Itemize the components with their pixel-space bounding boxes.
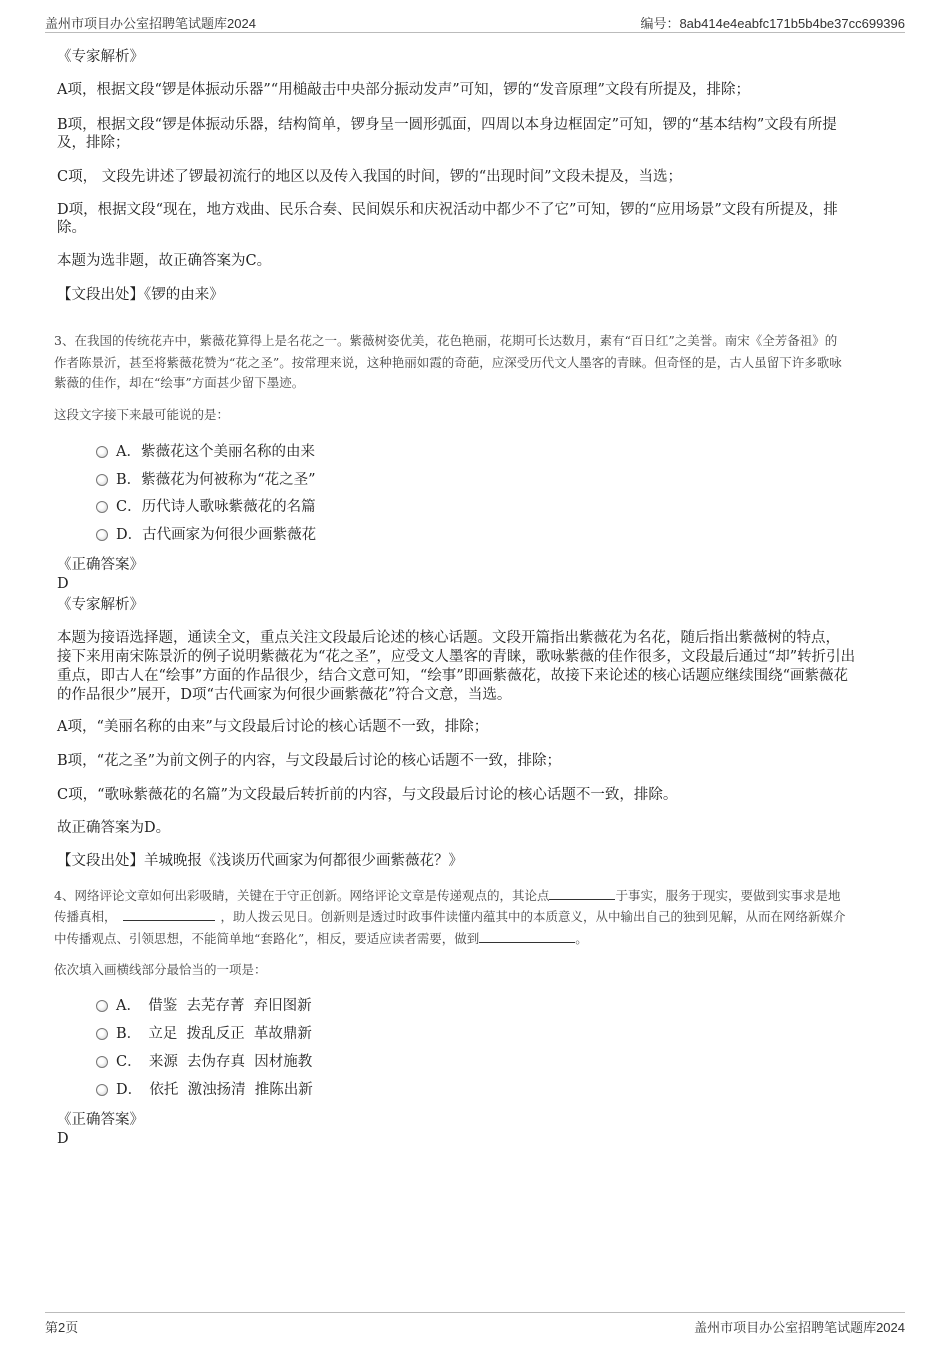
- header-title: 盖州市项目办公室招聘笔试题库2024: [45, 16, 256, 31]
- q3-option-a[interactable]: A．紫薇花这个美丽名称的由来: [96, 443, 315, 462]
- q3-option-d[interactable]: D．古代画家为何很少画紫薇花: [96, 526, 316, 545]
- q3-analysis-c: C项，“歌咏紫薇花的名篇”为文段最后转折前的内容，与文段最后讨论的核心话题不一致，排除。: [57, 787, 678, 803]
- blank-1: [549, 887, 615, 900]
- q3-option-b[interactable]: B．紫薇花为何被称为“花之圣”: [96, 471, 315, 490]
- analysis-c: C项， 文段先讲述了锣最初流行的地区以及传入我国的时间，锣的“出现时间”文段未提及，当选；: [57, 169, 683, 185]
- q4-stem-line3: 中传播观点、引领思想，不能简单地“套路化”，相反，要适应读者需要，做到 。: [54, 931, 588, 946]
- q4-option-d[interactable]: D． 依托 激浊扬清 推陈出新: [96, 1081, 313, 1100]
- analysis-a: A项，根据文段“锣是体振动乐器”“用槌敲击中央部分振动发声”可知，锣的“发音原理”文段有所提及，排除；: [57, 82, 750, 98]
- analysis-b-line1: B项，根据文段“锣是体振动乐器，结构简单，锣身呈一圆形弧面，四周以本身边框固定”可知，锣的“基本结构”文段有所提: [57, 117, 837, 133]
- radio-icon[interactable]: [96, 501, 108, 513]
- analysis-b-line2: 及，排除；: [57, 135, 130, 151]
- radio-icon[interactable]: [96, 446, 108, 458]
- q3-stem-line3: 紫薇的佳作，却在“绘事”方面甚少留下墨迹。: [54, 375, 305, 390]
- radio-icon[interactable]: [96, 1000, 108, 1012]
- analysis-heading: 《专家解析》: [57, 49, 144, 65]
- radio-icon[interactable]: [96, 1056, 108, 1068]
- q4-option-a[interactable]: A． 借鉴 去芜存菁 弃旧图新: [96, 997, 312, 1016]
- radio-icon[interactable]: [96, 1028, 108, 1040]
- page-number: 第2页: [45, 1320, 79, 1335]
- analysis-conclusion: 本题为选非题，故正确答案为C。: [57, 253, 272, 269]
- q3-analysis-line3: 重点，即古人在“绘事”方面的作品很少，结合文意可知，“绘事”即画紫薇花，故接下来论述的核心话题应继续围绕“画紫薇花: [57, 668, 849, 684]
- blank-3: [479, 930, 575, 943]
- q3-option-c[interactable]: C．历代诗人歌咏紫薇花的名篇: [96, 498, 316, 517]
- radio-icon[interactable]: [96, 529, 108, 541]
- q3-stem-line2: 作者陈景沂，甚至将紫薇花赞为“花之圣”。按常理来说，这种艳丽如霞的奇葩，应深受历代文人墨客的青睐。但奇怪的是，古人虽留下许多歌咏: [54, 355, 842, 370]
- blank-2: [123, 908, 215, 921]
- footer-title: 盖州市项目办公室招聘笔试题库2024: [694, 1320, 905, 1335]
- source-citation: 【文段出处】《锣的由来》: [57, 287, 224, 303]
- page-header: [45, 10, 905, 33]
- q3-analysis-line4: 的作品很少”展开，D项“古代画家为何很少画紫薇花”符合文意，当选。: [57, 687, 512, 703]
- q3-prompt: 这段文字接下来最可能说的是：: [54, 407, 230, 422]
- q3-answer-heading: 《正确答案》: [57, 557, 144, 573]
- header-code: 编号：8ab414e4eabfc171b5b4be37cc699396: [640, 16, 905, 31]
- page-footer: [45, 1312, 905, 1335]
- q4-stem-line1: 4、网络评论文章如何出彩吸睛，关键在于守正创新。网络评论文章是传递观点的，其论点 于事实，服务于现实，要做到实事求是地: [54, 888, 841, 903]
- q4-option-b[interactable]: B． 立足 拨乱反正 革故鼎新: [96, 1025, 312, 1044]
- q3-answer: D: [57, 576, 69, 592]
- q4-prompt: 依次填入画横线部分最恰当的一项是：: [54, 962, 267, 977]
- q4-answer-heading: 《正确答案》: [57, 1112, 144, 1128]
- q3-analysis-heading: 《专家解析》: [57, 597, 144, 613]
- q3-analysis-a: A项，“美丽名称的由来”与文段最后讨论的核心话题不一致，排除；: [57, 719, 489, 735]
- q3-conclusion: 故正确答案为D。: [57, 820, 171, 836]
- q3-source: 【文段出处】羊城晚报《浅谈历代画家为何都很少画紫薇花？》: [57, 853, 463, 869]
- q3-analysis-b: B项，“花之圣”为前文例子的内容，与文段最后讨论的核心话题不一致，排除；: [57, 753, 561, 769]
- q4-option-c[interactable]: C． 来源 去伪存真 因材施教: [96, 1053, 312, 1072]
- radio-icon[interactable]: [96, 1084, 108, 1096]
- q4-stem-line2: 传播真相， ，助人拨云见日。创新则是透过时政事件读懂内蕴其中的本质意义，从中输出自己的独到见解，从而在网络新媒介: [54, 909, 846, 924]
- q3-analysis-line1: 本题为接语选择题，通读全文，重点关注文段最后论述的核心话题。文段开篇指出紫薇花为名花，随后指出紫薇树的特点，: [57, 630, 840, 646]
- radio-icon[interactable]: [96, 474, 108, 486]
- q4-answer: D: [57, 1131, 69, 1147]
- q3-analysis-line2: 接下来用南宋陈景沂的例子说明紫薇花为“花之圣”，应受文人墨客的青睐，歌咏紫薇的佳作很多，文段最后通过“却”转折引出: [57, 649, 856, 665]
- analysis-d-line2: 除。: [57, 220, 86, 236]
- q3-stem-line1: 3、在我国的传统花卉中，紫薇花算得上是名花之一。紫薇树姿优美，花色艳丽，花期可长达数月，素有“百日红”之美誉。南宋《全芳备祖》的: [54, 333, 838, 348]
- analysis-d-line1: D项，根据文段“现在，地方戏曲、民乐合奏、民间娱乐和庆祝活动中都少不了它”可知，锣的“应用场景”文段有所提及，排: [57, 202, 838, 218]
